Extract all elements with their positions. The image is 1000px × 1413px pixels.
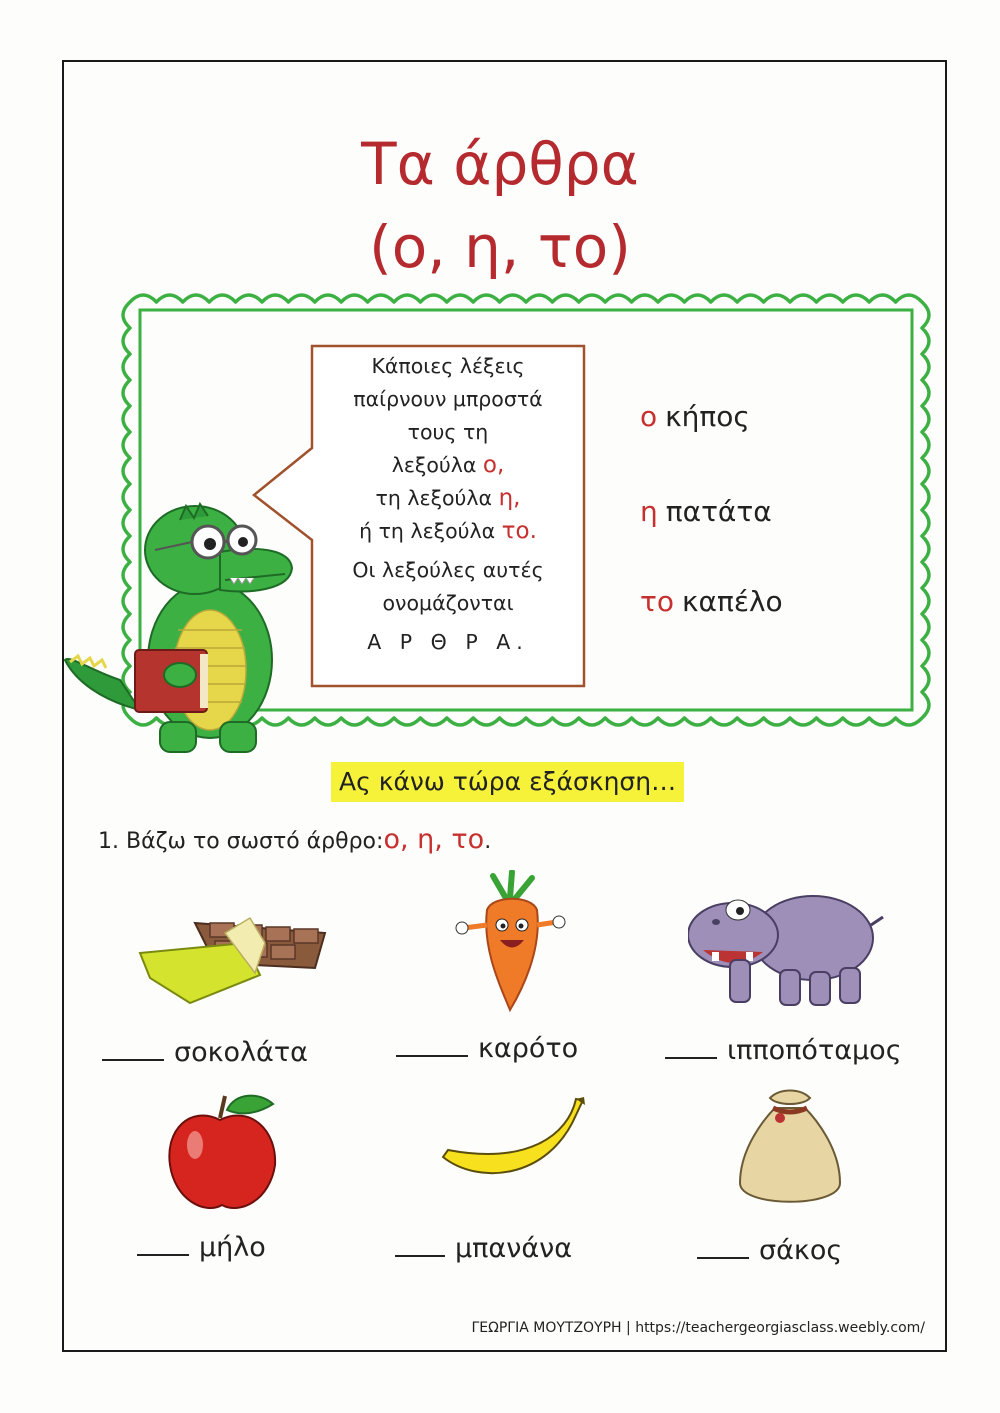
answer-blank[interactable] — [697, 1253, 749, 1259]
article-to: το. — [501, 518, 537, 544]
article-o: ο, — [482, 452, 505, 478]
blank-item: μπανάνα — [395, 1233, 572, 1264]
chocolate-icon — [135, 893, 330, 1008]
page-title: Τα άρθρα — [361, 130, 639, 198]
blank-item: μήλο — [137, 1232, 266, 1263]
carrot-icon — [452, 870, 567, 1015]
exercise-banner: Ας κάνω τώρα εξάσκηση… — [331, 762, 684, 802]
bubble-line: παίρνουν μπροστά — [353, 387, 543, 411]
example-row: ο κήπος — [640, 400, 750, 433]
bubble-line: Οι λεξούλες αυτές — [352, 558, 544, 582]
answer-blank[interactable] — [395, 1251, 445, 1257]
page-subtitle: (ο, η, το) — [369, 213, 631, 281]
footer-credit: ΓΕΩΡΓΙΑ ΜΟΥΤΖΟΥΡΗ | https://teachergeorgiasclass.weebly.com/ — [471, 1320, 925, 1336]
answer-blank[interactable] — [396, 1051, 468, 1057]
bubble-line: τη λεξούλα η, — [375, 485, 521, 511]
blank-item: σοκολάτα — [102, 1037, 308, 1068]
bubble-line: τους τη — [407, 420, 489, 444]
speech-bubble-text — [312, 350, 584, 659]
blank-item: καρότο — [396, 1033, 578, 1064]
sack-icon — [735, 1088, 845, 1213]
crocodile-teacher-icon — [60, 490, 300, 760]
answer-blank[interactable] — [137, 1250, 189, 1256]
bubble-line: ή τη λεξούλα το. — [359, 518, 537, 544]
article-options: ο, η, το — [383, 824, 485, 855]
bubble-line: ονομάζονται — [382, 591, 514, 615]
example-row: η πατάτα — [640, 495, 772, 528]
hippo-icon — [688, 880, 888, 1010]
answer-blank[interactable] — [665, 1053, 717, 1059]
apple-icon — [165, 1090, 280, 1215]
bubble-line: λεξούλα ο, — [391, 452, 505, 478]
bubble-line-arthra: Α Ρ Θ Ρ Α. — [367, 630, 529, 654]
answer-blank[interactable] — [102, 1055, 164, 1061]
blank-item: ιπποπόταμος — [665, 1035, 902, 1066]
article-i: η, — [498, 485, 521, 511]
exercise-instruction: 1. Βάζω το σωστό άρθρο:ο, η, το. — [98, 824, 492, 855]
bubble-line: Κάποιες λέξεις — [371, 354, 525, 378]
blank-item: σάκος — [697, 1235, 842, 1266]
example-row: το καπέλο — [640, 585, 783, 618]
banana-icon — [438, 1095, 588, 1185]
